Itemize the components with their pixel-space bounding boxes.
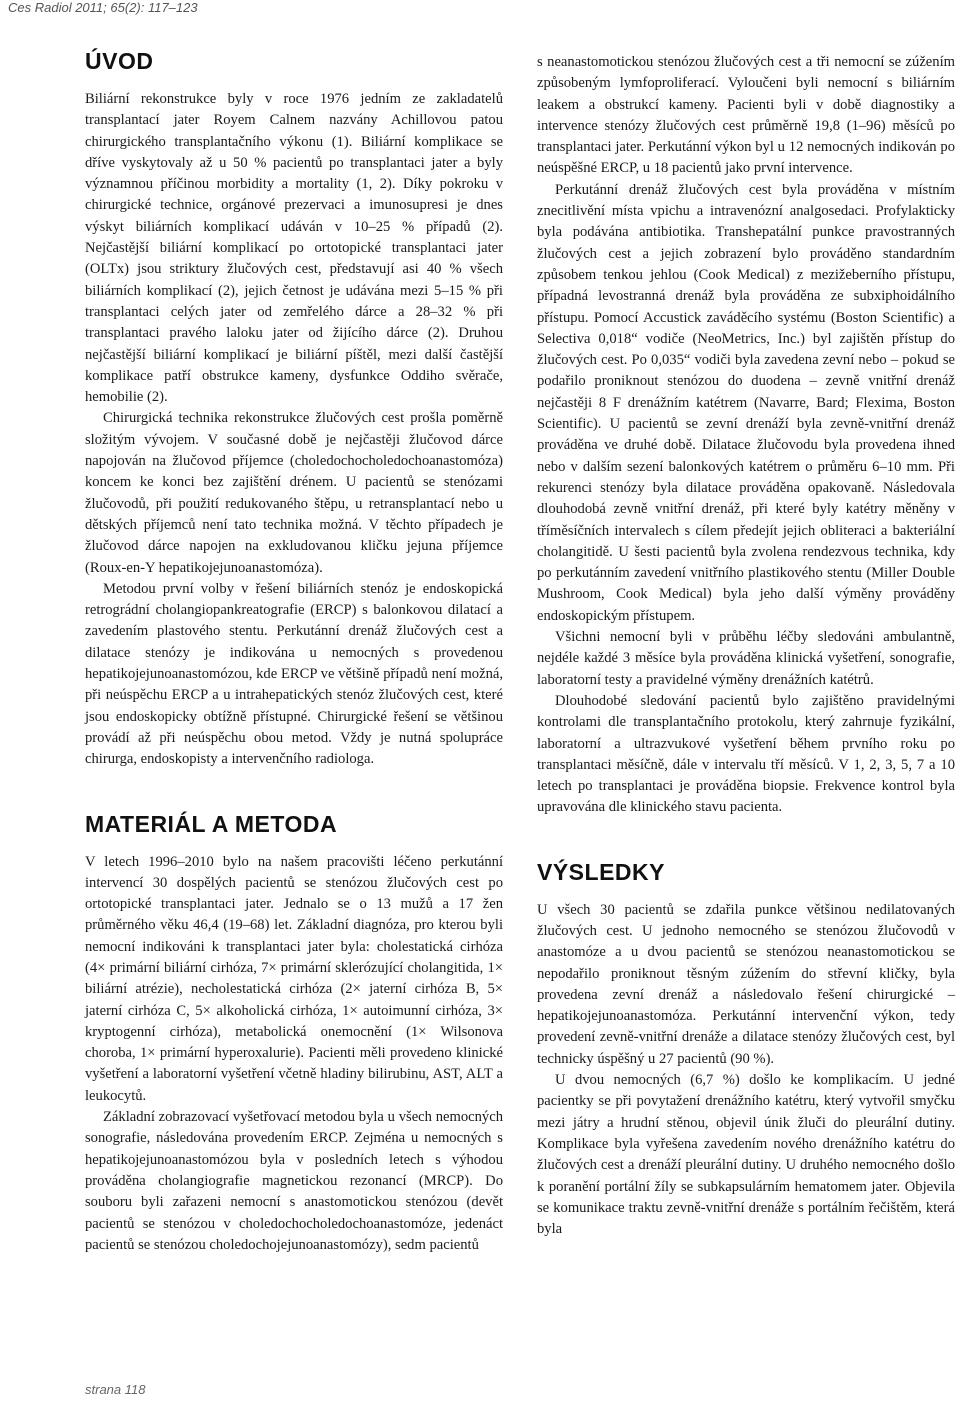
section-heading-results: VÝSLEDKY — [537, 858, 665, 885]
section-heading-intro: ÚVOD — [85, 48, 154, 74]
section-heading-methods: MATERIÁL A METODA — [85, 810, 338, 837]
section-spacer — [537, 819, 955, 859]
intro-paragraph-1: Biliární rekonstrukce byly v roce 1976 jedním ze zakladatelů transplantací jater Royem Calnem nazvány Achillovou patou chirurgického transplantačního výkonu (1). Biliární komplikace se dříve vyskytovaly až u 50 % pacientů po transplantaci jater a byly významnou příčinou morbidity a mortality (1, 2). Díky pokroku v chirurgické technice, orgánové prezervaci a imunosupresi je dnes výskyt biliárních komplikací udáván v 10–25 % případů (2). Nejčastější biliární komplikací po ortotopické transplantaci jater (OLTx) jsou striktury žlučových cest, představují asi 40 % všech biliárních komplikací (2), jejich četnost je udávána mezi 5–15 % při transplantaci celých jater od zemřelého dárce a 28–32 % při transplantaci pravého laloku jater od žijícího dárce (2). Druhou nejčastější biliární komplikací je biliární píštěl, mezi další častější komplikace patří obstrukce kameny, dysfunkce Oddiho svěrače, hemobilie (2). — [85, 91, 503, 406]
page-number: strana 118 — [85, 1382, 146, 1397]
methods-continued-paragraph-3: Všichni nemocní byli v průběhu léčby sledováni ambulantně, nejdéle každé 3 měsíce byla prováděna klinická vyšetření, sonografie, laboratorní testy a pravidelné výměny drenážních katétrů. — [537, 629, 955, 688]
methods-continued-paragraph-4: Dlouhodobé sledování pacientů bylo zajištěno pravidelnými kontrolami dle transplantačního protokolu, který zahrnuje fyzikální, laboratorní a ultrazvukové vyšetření během prvního roku po transplantaci měsíčně, dále v intervalu tří měsíců. V 1, 2, 3, 5, 7 a 10 letech po transplantaci je prováděna biopsie. Frekvence kontrol byla upravována dle klinického stavu pacienta. — [537, 692, 955, 816]
methods-continued-paragraph-1: s neanastomotickou stenózou žlučových cest a tři nemocní se zúžením způsobeným lymfoproliferací. Vyloučeni byli nemocní s biliárním leakem a obstrukcí kameny. Pacienti byli v době diagnostiky a intervence stenózy žlučových cest průměrně 19,8 (1–96) měsíců po transplantaci jater. Perkutánní výkon byl u 12 nemocných indikován po neúspěšné ERCP, u 18 pacientů jako první intervence. — [537, 54, 955, 177]
left-column — [85, 48, 503, 1256]
section-spacer — [85, 771, 503, 811]
running-head: Ces Radiol 2011; 65(2): 117–123 — [8, 0, 198, 15]
right-column — [537, 52, 955, 1240]
methods-paragraph-2: Základní zobrazovací vyšetřovací metodou byla u všech nemocných sonografie, následována provedením ERCP. Zejména u nemocných s hepatikojejunoanastomózou byla v posledních letech s výhodou prováděna cholangiografie magnetickou rezonancí (MRCP). Do souboru byli zařazeni nemocní s anastomotickou stenózou (devět pacientů se stenózou v choledochocholedochoanastomóze, jedenáct pacientů se stenózou choledochojejunoanastomózy), sedm pacientů — [85, 1109, 503, 1253]
intro-paragraph-2: Chirurgická technika rekonstrukce žlučových cest prošla poměrně složitým vývojem. V současné době je nejčastěji žlučovod dárce napojován na žlučovod příjemce (choledochocholedochoanastomóza) koncem ke konci bez zajištění drénem. U pacientů se stenózami žlučovodů, při použití redukovaného štěpu, u retransplantací nebo u dětských příjemců není tato technika možná. V těchto případech je žlučovod dárce napojen na exkludovanou kličku jejuna příjemce (Roux-en-Y hepatikojejunoanastomóza). — [85, 410, 503, 576]
results-paragraph-2: U dvou nemocných (6,7 %) došlo ke komplikacím. U jedné pacientky se při povytažení drenážního katétru, který vytvořil smyčku mezi játry a hrudní stěnou, objevil únik žluči do pleurální dutiny. Komplikace byla vyřešena zavedením nového drenážního katétru do žlučových cest a drenáží pleurální dutiny. U druhého nemocného došlo k poranění portální žíly se subkapsulárním hematomem jater. Objevila se komunikace traktu zevně-vnitřní drenáže s portálním řečištěm, která byla — [537, 1072, 955, 1238]
methods-continued-paragraph-2: Perkutánní drenáž žlučových cest byla prováděna v místním znecitlivění místa vpichu a intravenózní analgosedaci. Profylakticky byla podávána antibiotika. Transhepatální punkce pravostranných žlučových cest a jejich zobrazení bylo prováděno standardním způsobem tenkou jehlou (Cook Medical) z mezižeberního přístupu, případná levostranná drenáž byla prováděna ze subxiphoidálního přístupu. Pomocí Accustick zaváděcího systému (Boston Scientific) a Selectiva 0,018“ vodiče (NeoMetrics, Inc.) byl zajištěn přístup do žlučových cest. Po 0,035“ vodiči byla zavedena zevní nebo – pokud se podařilo proniknout stenózou do duodena – zevně vnitřní drenáž nejčastěji 8 F drenážním katétrem (Navarre, Bard; Flexima, Boston Scientific). U pacientů se zevní drenáží byla zevně-vnitřní drenáž prováděna ve druhé době. Dilatace žlučovodu byla provedena ihned nebo v dalším sezení balonkových katétrem o průměru 6–10 mm. Při rekurenci stenózy byla dilatace prováděna opakovaně. Následovala dlouhodobá zevně vnitřní drenáž, při které byly katétry měněny v tříměsíčních intervalech s cílem předejít jejich obliteraci a bakteriální cholangitidě. U šesti pacientů byla zvolena rendezvous technika, kdy po perkutánním zavedení vnitřního plastikového stentu (Miller Double Mushroom, Cook Medical) byla jeho další výměny prováděny endoskopickým přístupem. — [537, 181, 955, 624]
intro-paragraph-3: Metodou první volby v řešení biliárních stenóz je endoskopická retrográdní cholangiopankreatografie (ERCP) s balonkovou dilatací a zavedením plastového stentu. Perkutánní drenáž žlučových cest a dilatace stenózy je indikována u nemocných s provedenou hepatikojejunoanastomózou, kde ERCP ve většině případů není možná, při neúspěchu ERCP a u intrahepatických stenóz žlučových cest, které jsou endoskopicky obtížně přístupné. Chirurgické řešení se většinou provádí až při neúspěchu obou metod. Vždy je nutná spolupráce chirurga, endoskopisty a intervenčního radiologa. — [85, 580, 503, 768]
results-paragraph-1: U všech 30 pacientů se zdařila punkce většinou nedilatovaných žlučových cest. U jednoho nemocného se stenózou žlučovodů v anastomóze a u dvou pacientů se stenózou neanastomotickou se nepodařilo proniknout těsným zúžením do střevní kličky, byla provedena zevní drenáž a následovalo řešení chirurgické – hepatikojejunoanastomóza. Perkutánní intervenční výkon, tedy provedení zevně-vnitřní drenáže a dilatace stenózy žlučových cest, byl technicky úspěšný u 27 pacientů (90 %). — [537, 901, 955, 1067]
methods-paragraph-1: V letech 1996–2010 bylo na našem pracovišti léčeno perkutánní intervencí 30 dospělých pacientů se stenózou žlučových cest po ortotopické transplantaci jater. Jednalo se o 13 mužů a 17 žen průměrného věku 46,4 (19–68) let. Základní diagnóza, pro kterou byli nemocní indikováni k transplantaci jater byla: cholestatická cirhóza (4× primární biliární cirhóza, 7× primární sklerózující cholangitida, 1× biliární atrézie), necholestatická cirhóza (2× jaterní cirhóza B, 5× jaterní cirhóza C, 5× alkoholická cirhóza, 1× autoimunní cirhóza, 3× kryptogenní cirhóza), metabolická onemocnění (1× Wilsonova choroba, 1× primární hyperoxalurie). Pacienti měli provedeno klinické vyšetření a laboratorní vyšetření včetně hladiny bilirubinu, AST, ALT a leukocytů. — [85, 853, 503, 1104]
